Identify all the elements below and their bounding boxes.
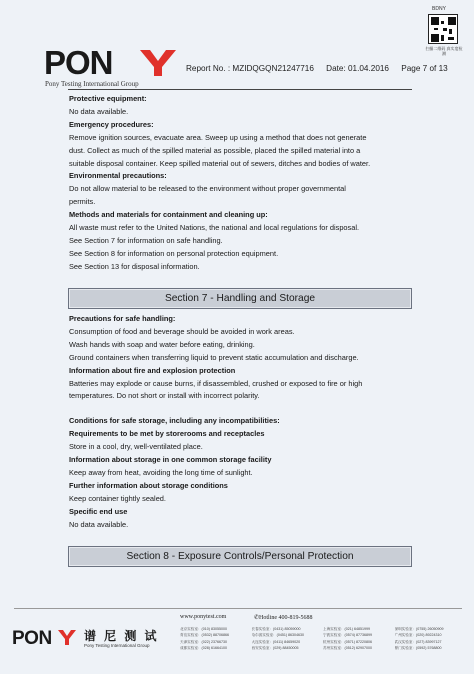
report-info bbox=[186, 64, 458, 73]
fire-line: temperatures. Do not short or install with incorrect polarity. bbox=[69, 391, 260, 401]
footer-chinese-name: 谱 尼 测 试 bbox=[84, 629, 159, 643]
office-contact: 青岛实验室：(0532) 88706866 bbox=[180, 633, 229, 638]
safe-handling-heading: Precautions for safe handling: bbox=[69, 314, 176, 323]
common-storage-heading: Information about storage in one common storage facility bbox=[69, 455, 272, 465]
further-info-heading: Further information about storage conditions bbox=[69, 480, 228, 490]
office-contact: 天津实验室：(022) 23766730 bbox=[180, 639, 227, 644]
requirements-text: Store in a cool, dry, well-ventilated place. bbox=[69, 442, 203, 452]
section-8-title: Section 8 - Exposure Controls/Personal Protection bbox=[68, 546, 412, 567]
fire-line: Batteries may explode or cause burns, if disassembled, crushed or exposed to fire or high bbox=[69, 378, 363, 388]
footer-divider bbox=[14, 608, 462, 609]
environmental-heading: Environmental precautions: bbox=[69, 171, 167, 181]
stamp-text: BDNY bbox=[432, 6, 446, 12]
phone-icon: ✆ bbox=[254, 615, 260, 621]
emergency-line: suitable disposal container. Keep spilled material out of sewers, ditches and bodies of water. bbox=[69, 158, 371, 168]
protective-heading: Protective equipment: bbox=[69, 94, 147, 103]
office-contact: 杭州实验室：(0571) 87220806 bbox=[323, 639, 372, 644]
header-divider bbox=[68, 89, 412, 90]
footer-offices bbox=[180, 626, 462, 652]
footer-english-name: Pony Testing International Group bbox=[84, 643, 150, 648]
emergency-line: dust. Collect as much of the spilled material as possible, placed the spilled material into a bbox=[69, 145, 361, 155]
office-contact: 长春实验室：(0431) 85059000 bbox=[251, 627, 301, 631]
svg-text:PON: PON bbox=[44, 47, 113, 77]
qr-caption: 扫描二维码 真实度检测 bbox=[425, 46, 463, 56]
office-contact: 武汉实验室：(027) 83997127 bbox=[394, 639, 442, 644]
office-contact: 哈尔滨实验室：(0451) 86304630 bbox=[251, 633, 305, 638]
safe-handling-line: Wash hands with soap and water before eating, drinking. bbox=[69, 339, 255, 349]
office-contact: 厦门实验室：(0592) 5768800 bbox=[394, 646, 442, 651]
office-contact: 上海实验室：(021) 64851999 bbox=[323, 627, 370, 631]
methods-line: See Section 13 for disposal information. bbox=[69, 261, 200, 271]
report-date: Date: 01.04.2016 bbox=[326, 64, 389, 73]
footer-pony-logo bbox=[12, 628, 76, 646]
section-6-content bbox=[69, 93, 417, 274]
safe-handling-line: Consumption of food and beverage should be avoided in work areas. bbox=[69, 326, 295, 336]
qr-code-icon bbox=[428, 14, 458, 44]
svg-text:PON: PON bbox=[12, 628, 52, 646]
environmental-line: Do not allow material to be released to the environment without proper governmental bbox=[69, 184, 346, 194]
emergency-heading: Emergency procedures: bbox=[69, 119, 154, 129]
footer-hotline: ✆Hotline 400-819-5688 bbox=[254, 615, 313, 621]
emergency-line: Remove ignition sources, evacuate area. Sweep up using a method that does not generate bbox=[69, 132, 367, 142]
specific-use-text: No data available. bbox=[69, 519, 129, 529]
office-contact: 北京实验室：(010) 83055000 bbox=[180, 627, 227, 631]
safe-handling-line: Ground containers when transferring liquid to prevent static accumulation and discharge. bbox=[69, 352, 359, 362]
common-storage-text: Keep away from heat, avoiding the long time of sunlight. bbox=[69, 467, 253, 477]
further-info-text: Keep container tightly sealed. bbox=[69, 493, 166, 503]
office-contact: 成都实验室：(028) 61664100 bbox=[180, 646, 227, 651]
storage-heading: Conditions for safe storage, including any incompatibilities: bbox=[69, 416, 280, 426]
methods-line: See Section 8 for information on personal protection equipment. bbox=[69, 248, 279, 258]
footer-website[interactable]: www.ponytest.com bbox=[180, 614, 227, 620]
report-number: Report No. : MZIDQGQN21247716 bbox=[186, 64, 314, 73]
company-name: Pony Testing International Group bbox=[45, 80, 139, 88]
office-contact: 苏州实验室：(0512) 62907000 bbox=[323, 646, 372, 651]
office-contact: 宁波实验室：(0574) 87736899 bbox=[323, 633, 372, 638]
fire-heading: Information about fire and explosion protection bbox=[69, 365, 236, 375]
methods-line: See Section 7 for information on safe handling. bbox=[69, 235, 223, 245]
environmental-line: permits. bbox=[69, 197, 96, 207]
requirements-heading: Requirements to be met by storerooms and receptacles bbox=[69, 429, 265, 439]
protective-text: No data available. bbox=[69, 106, 129, 116]
methods-line: All waste must refer to the United Nations, the national and local regulations for disposal. bbox=[69, 223, 360, 233]
methods-heading: Methods and materials for containment and cleaning up: bbox=[69, 210, 268, 220]
specific-use-heading: Specific end use bbox=[69, 506, 128, 516]
office-contact: 广州实验室：(020) 89224310 bbox=[394, 633, 442, 638]
section-7-content bbox=[69, 313, 417, 532]
pony-logo bbox=[44, 47, 176, 77]
office-contact: 西安实验室：(029) 88450005 bbox=[251, 646, 299, 651]
page-number: Page 7 of 13 bbox=[401, 64, 448, 73]
office-contact: 大连实验室：(0411) 84659020 bbox=[251, 639, 301, 644]
section-7-title: Section 7 - Handling and Storage bbox=[68, 288, 412, 309]
office-contact: 深圳实验室：(0755) 26050909 bbox=[394, 627, 444, 631]
